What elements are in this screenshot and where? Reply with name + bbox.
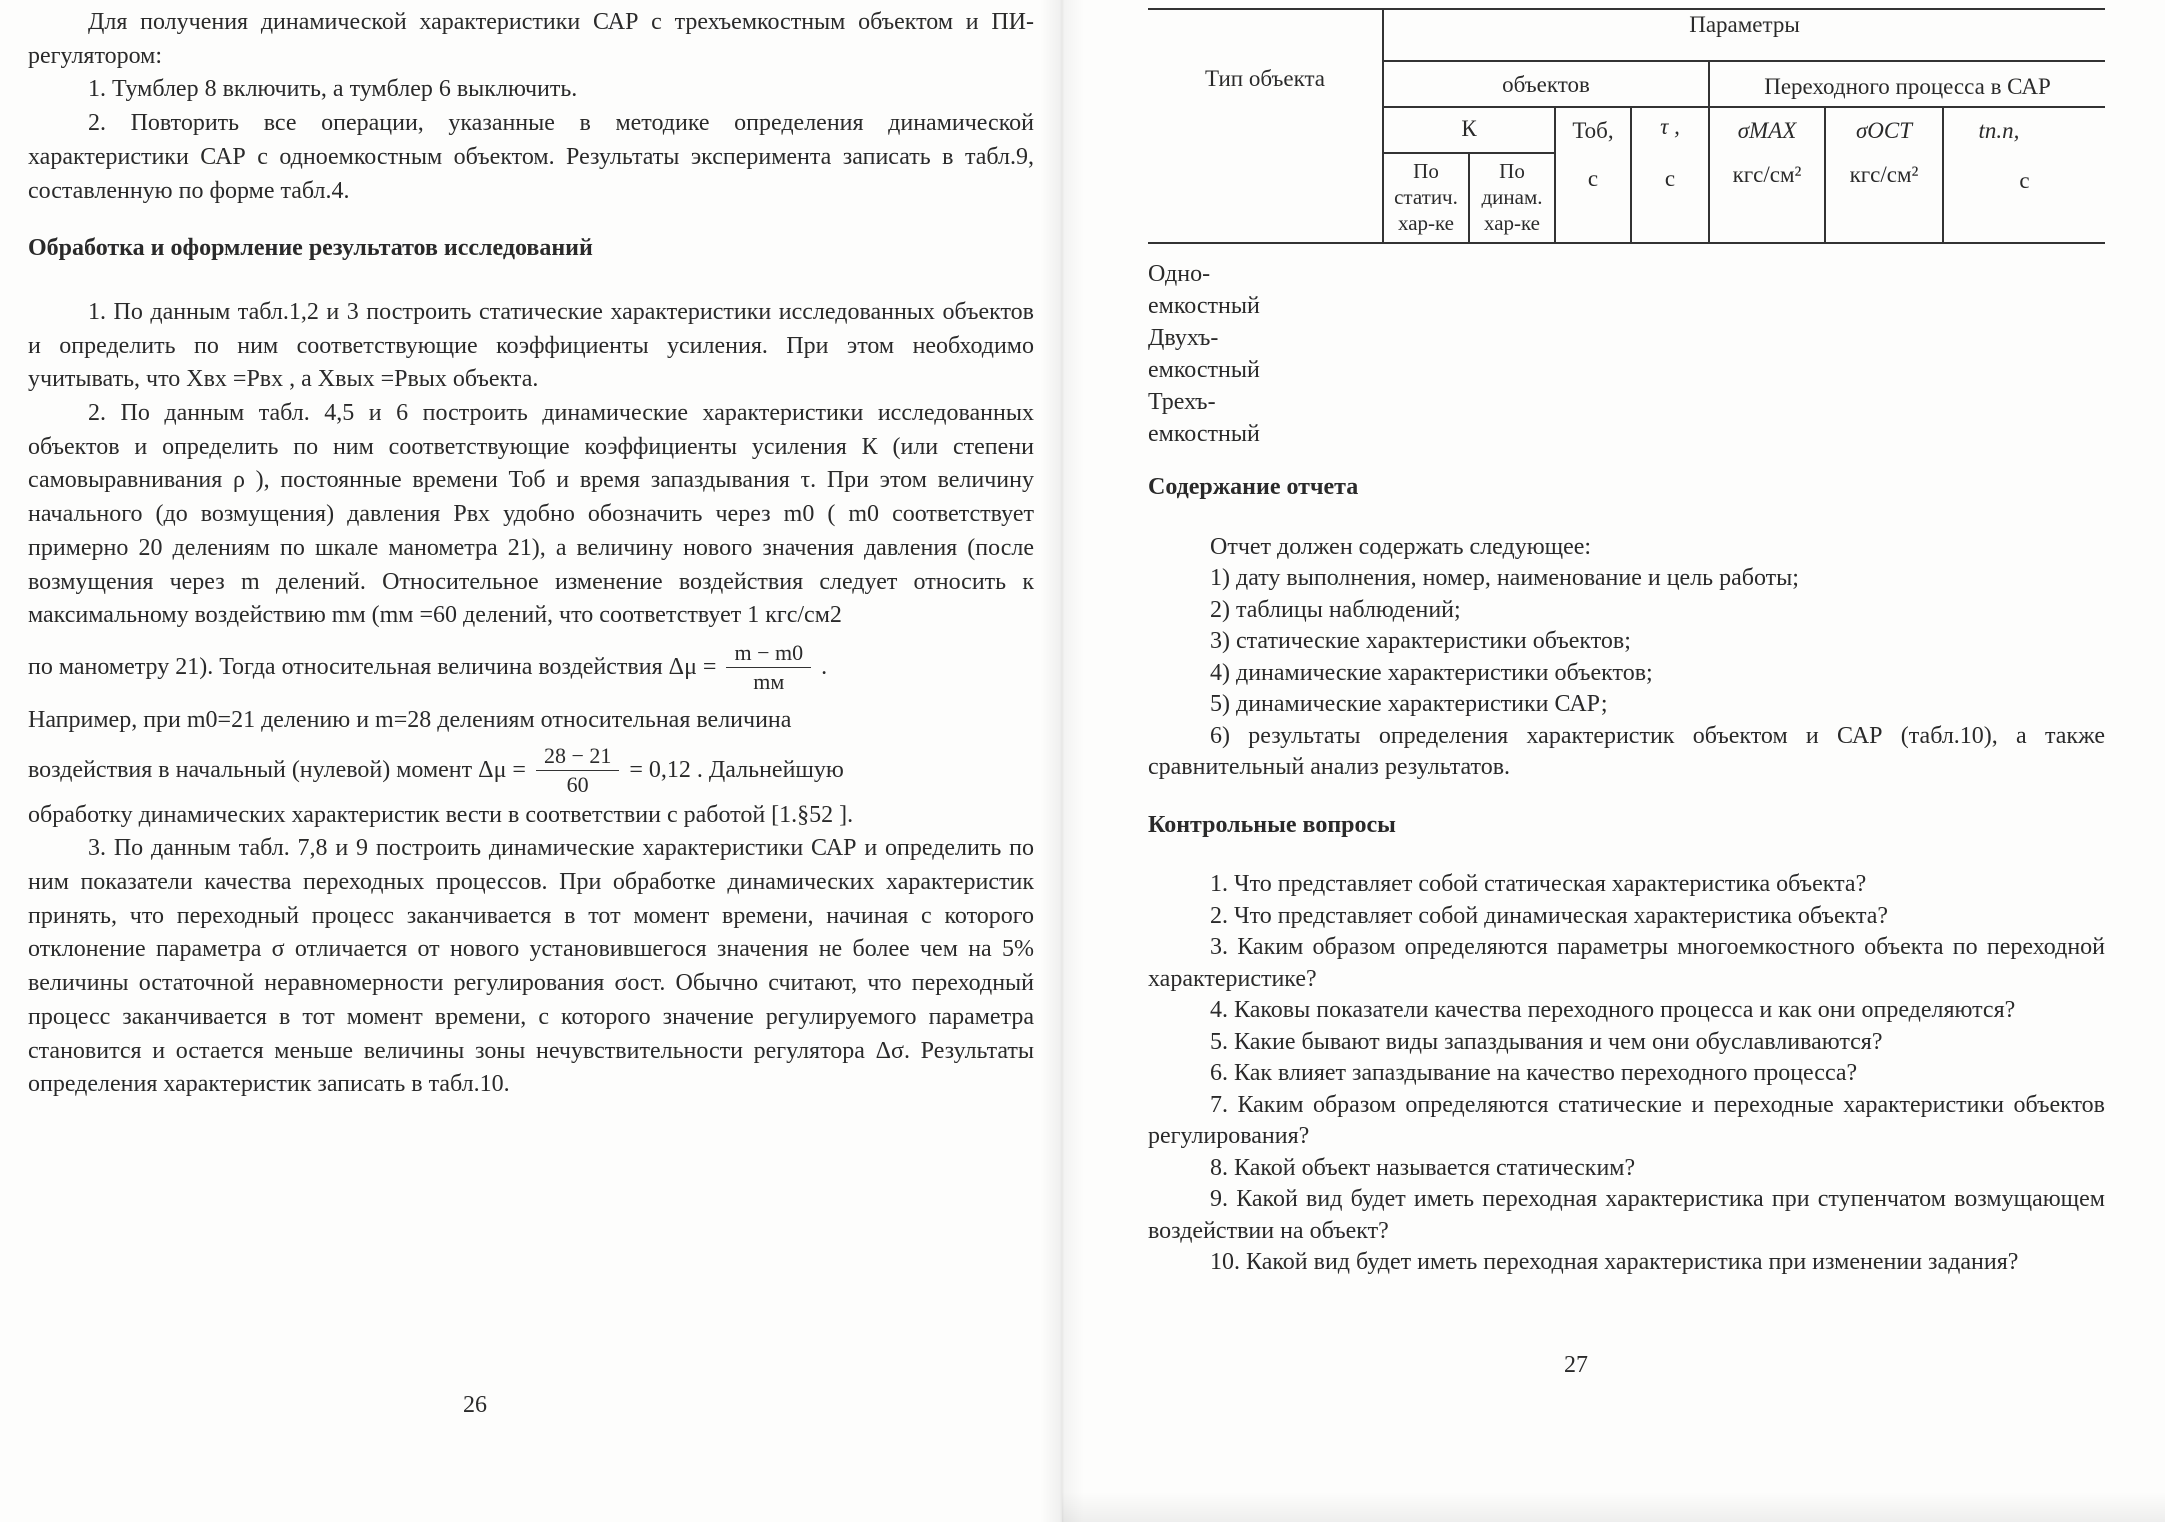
- table-header-params: Параметры: [1689, 12, 1800, 37]
- table-unit-tpp: с: [2019, 168, 2030, 193]
- table-header-transient: Переходного процесса в САР: [1764, 74, 2051, 99]
- formula-1-numerator: m − m0: [726, 639, 811, 668]
- table-header-k-dynamic: По динам. хар-ке: [1481, 159, 1543, 235]
- table-header-tau: τ ,: [1660, 114, 1680, 139]
- question-item: 4. Каковы показатели качества переходного процесса и как они определяются?: [1210, 997, 2016, 1023]
- table-line-top: [1148, 8, 2105, 10]
- example-paragraph: Например, при m0=21 делению и m=28 делениям относительная величина: [28, 706, 792, 733]
- table-unit-tau: с: [1664, 166, 1676, 191]
- processing-item-1: 1. По данным табл.1,2 и 3 построить статические характеристики исследованных объектов и определить по ним соответствующие коэффициенты усиления. При этом необходимо учитывать, что Xвх =Pвх , а Xвых =Pвых объекта.: [28, 298, 1034, 393]
- question-item: 8. Какой объект называется статическим?: [1210, 1154, 1636, 1181]
- table-header-tpp: tп.п,: [1978, 118, 2020, 143]
- row-label-line: емкостный: [1148, 357, 1260, 383]
- row-label-line: Одно-: [1148, 261, 1211, 287]
- table-unit-sigma-max: кгс/см²: [1732, 162, 1802, 187]
- table-header-k: К: [1461, 116, 1477, 141]
- table-line-groups: [1382, 106, 2105, 108]
- left-page: [0, 0, 1062, 1522]
- question-item: 9. Какой вид будет иметь переходная характеристика при ступенчатом возмущающем воздействии на объект?: [1148, 1186, 2105, 1244]
- formula-2-numerator: 28 − 21: [536, 742, 619, 771]
- page-number-right: 27: [1564, 1352, 1588, 1378]
- formula-2-fraction: [536, 742, 619, 799]
- table-row-labels: [1148, 258, 2105, 450]
- table-line-params: [1382, 60, 2105, 62]
- table-unit-tob: с: [1587, 166, 1599, 191]
- formula-2-denominator: 60: [566, 771, 589, 797]
- question-item: 5. Какие бывают виды запаздывания и чем они обуславливаются?: [1210, 1028, 1883, 1055]
- table-header-objects: объектов: [1502, 72, 1590, 97]
- formula-1-fraction: [726, 639, 811, 696]
- table-header-sigma-ost: σОСТ: [1855, 118, 1913, 143]
- questions-heading: Контрольные вопросы: [1148, 811, 1396, 838]
- table-header-sigma-max: σMAX: [1737, 118, 1797, 143]
- intro-paragraph: Для получения динамической характеристики САР с трехъемкостным объектом и ПИ-регулятором:: [28, 9, 1034, 69]
- question-item: 6. Как влияет запаздывание на качество переходного процесса?: [1210, 1060, 1858, 1086]
- row-label-line: Двухъ-: [1148, 325, 1219, 351]
- report-heading: Содержание отчета: [1148, 474, 1359, 500]
- formula-2-prefix: воздействия в начальный (нулевой) момент Δμ =: [28, 756, 526, 783]
- intro-step-2: 2. Повторить все операции, указанные в методике определения динамической характеристики САР с одноемкостным объектом. Результаты эксперимента записать в табл.9, составленную по форме табл.4.: [28, 110, 1034, 204]
- question-item: 7. Каким образом определяются статические и переходные характеристики объектов регулирования?: [1148, 1091, 2105, 1149]
- processing-item-2: 2. По данным табл. 4,5 и 6 построить динамические характеристики исследованных объектов и определить по ним соответствующие коэффициенты усиления К (или степени самовыравнивания ρ ), постоянные времени Тоб и время запаздывания τ. При этом величину начального (до возмущения) давления Pвх удобно обозначить через m0 ( m0 соответствует примерно 20 делениям по шкале манометра 21), а величину нового значения давления (после возмущения через m делений. Относительное изменение воздействия следует относить к максимальному воздействию mм (mм =60 делений, что соответствует 1 кгс/см2: [28, 400, 1034, 629]
- report-item: 5) динамические характеристики САР;: [1210, 691, 1608, 717]
- table-header-k-static: По статич. хар-ке: [1394, 159, 1458, 235]
- formula-1-prefix: по манометру 21). Тогда относительная величина воздействия Δμ =: [28, 653, 717, 680]
- report-item: 2) таблицы наблюдений;: [1210, 596, 1461, 623]
- table-header-type: Тип объекта: [1205, 66, 1325, 91]
- processing-item-3: 3. По данным табл. 7,8 и 9 построить динамические характеристики САР и определить по ним показатели качества переходных процессов. При обработке динамических характеристик принять, что переходный процесс заканчивается в тот момент времени, начиная с которого отклонение параметра σ отличается от нового установившегося значения не более чем на 5% величины остаточной неравномерности регулирования σост. Обычно считают, что переходный процесс заканчивается в тот момент времени, с которого значение регулируемого параметра становится и остается меньше величины зоны нечувствительности регулятора Δσ. Результаты определения характеристик записать в табл.10.: [28, 835, 1034, 1098]
- question-item: 1. Что представляет собой статическая характеристика объекта?: [1210, 871, 1867, 897]
- row-label-line: Трехъ-: [1148, 389, 1216, 415]
- report-item: 3) статические характеристики объектов;: [1210, 628, 1631, 654]
- row-label-line: емкостный: [1148, 421, 1260, 447]
- formula-1-denominator: mм: [753, 668, 785, 694]
- results-table: [1148, 0, 2105, 250]
- row-label-line: емкостный: [1148, 293, 1260, 319]
- formula-example: [28, 742, 1034, 799]
- processing-heading: Обработка и оформление результатов исследований: [28, 235, 593, 262]
- formula-1-suffix: .: [821, 653, 828, 680]
- question-item: 2. Что представляет собой динамическая характеристика объекта?: [1210, 902, 1889, 929]
- question-item: 10. Какой вид будет иметь переходная характеристика при изменении задания?: [1210, 1249, 2019, 1275]
- right-page: [1062, 0, 2165, 1522]
- report-item: Отчет должен содержать следующее:: [1210, 533, 1592, 560]
- table-unit-sigma-ost: кгс/см²: [1849, 162, 1919, 187]
- report-item: 4) динамические характеристики объектов;: [1210, 659, 1653, 686]
- after-formula-text: обработку динамических характеристик вести в соответствии с работой [1.§52 ].: [28, 801, 854, 828]
- formula-relative-impact: [28, 639, 1034, 696]
- table-header-tob: Тоб,: [1572, 118, 1614, 143]
- report-item: 1) дату выполнения, номер, наименование и цель работы;: [1210, 565, 1799, 591]
- table-line-bottom: [1148, 242, 2105, 244]
- report-item: 6) результаты определения характеристик объектом и САР (табл.10), а также сравнительный анализ результатов.: [1148, 722, 2105, 780]
- question-item: 3. Каким образом определяются параметры многоемкостного объекта по переходной характеристике?: [1148, 934, 2105, 992]
- page-number-left: 26: [463, 1392, 487, 1418]
- intro-step-1: 1. Тумблер 8 включить, а тумблер 6 выключить.: [88, 76, 578, 103]
- formula-2-suffix: = 0,12 . Дальнейшую: [629, 756, 844, 783]
